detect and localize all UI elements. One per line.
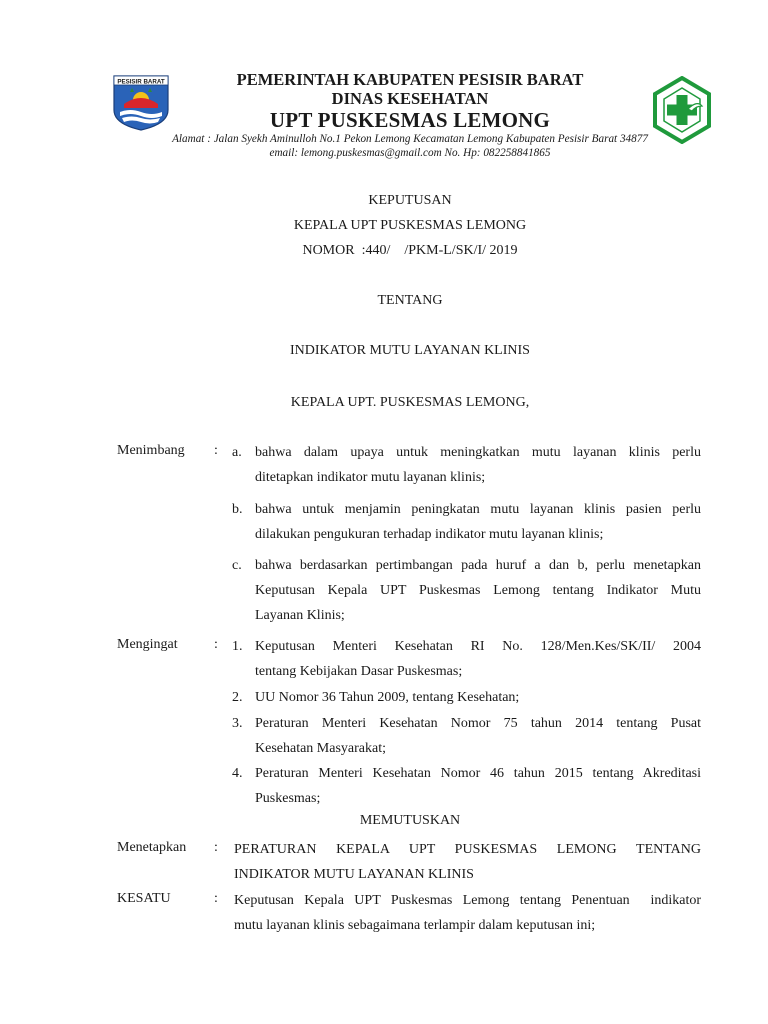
mengingat-item-4 [232,761,701,811]
kesatu-colon: : [214,891,218,906]
block-line: mutu layanan klinis sebagaimana terlampir dalam keputusan ini; [234,918,596,933]
mengingat-item-1 [232,634,701,684]
item-line: Layanan Klinis; [255,608,345,623]
menetapkan-text [234,837,701,887]
kesatu-text [234,888,701,938]
mengingat-colon: : [214,637,218,652]
letterhead-contact: email: lemong.puskesmas@gmail.com No. Hp: 082258841865 [269,147,551,159]
item-line: ditetapkan indikator mutu layanan klinis; [255,470,486,485]
list-marker: 1. [232,639,243,654]
list-marker: a. [232,445,242,460]
doc-tentang: TENTANG [377,293,443,308]
menimbang-item-b [232,497,701,547]
item-line: Keputusan Kepala UPT Puskesmas Lemong tentang Indikator Mutu [255,583,701,598]
kesatu-label: KESATU [117,891,171,906]
memutuskan-heading: MEMUTUSKAN [359,813,461,828]
item-line: bahwa berdasarkan pertimbangan pada huruf a dan b, perlu menetapkan [255,558,701,573]
list-marker: 2. [232,690,243,705]
menimbang-item-a [232,440,701,490]
block-line: Keputusan Kepala UPT Puskesmas Lemong tentang Penentuan indikator [234,893,701,908]
doc-number: NOMOR :440/ /PKM-L/SK/I/ 2019 [302,243,518,258]
list-marker: c. [232,558,242,573]
block-line: INDIKATOR MUTU LAYANAN KLINIS [234,867,474,882]
item-line: bahwa dalam upaya untuk meningkatkan mutu layanan klinis perlu [255,445,701,460]
item-line: Kesehatan Masyarakat; [255,741,386,756]
block-line: PERATURAN KEPALA UPT PUSKESMAS LEMONG TENTANG [234,842,701,857]
letterhead-institution: UPT PUSKESMAS LEMONG [269,108,551,132]
menetapkan-label: Menetapkan [117,840,187,855]
menimbang-colon: : [214,443,218,458]
item-line: tentang Kebijakan Dasar Puskesmas; [255,664,463,679]
doc-signer-heading: KEPALA UPT. PUSKESMAS LEMONG, [290,395,530,410]
item-line: dilakukan pengukuran terhadap indikator mutu layanan klinis; [255,527,604,542]
doc-issuer: KEPALA UPT PUSKESMAS LEMONG [293,218,527,233]
item-line: Puskesmas; [255,791,321,806]
menimbang-label: Menimbang [117,443,185,458]
menimbang-item-c [232,553,701,628]
list-marker: 4. [232,766,243,781]
doc-subject: INDIKATOR MUTU LAYANAN KLINIS [290,343,530,358]
menetapkan-colon: : [214,840,218,855]
emblem-label: PESISIR BARAT [117,78,165,86]
mengingat-item-3 [232,711,701,761]
letterhead-department: DINAS KESEHATAN [331,89,489,108]
doc-type: KEPUTUSAN [368,193,452,208]
letterhead-government: PEMERINTAH KABUPATEN PESISIR BARAT [236,70,584,89]
item-line: Peraturan Menteri Kesehatan Nomor 46 tahun 2015 tentang Akreditasi [255,766,701,781]
mengingat-label: Mengingat [117,637,178,652]
item-line: Keputusan Menteri Kesehatan RI No. 128/Men.Kes/SK/II/ 2004 [255,639,701,654]
item-line: Peraturan Menteri Kesehatan Nomor 75 tahun 2014 tentang Pusat [255,716,701,731]
list-marker: b. [232,502,243,517]
mengingat-item-2 [232,685,701,710]
puskesmas-logo-icon [652,76,712,144]
item-line: bahwa untuk menjamin peningkatan mutu layanan klinis pasien perlu [255,502,701,517]
item-line: UU Nomor 36 Tahun 2009, tentang Kesehatan; [255,690,520,705]
letterhead-address: Alamat : Jalan Syekh Aminulloh No.1 Pekon Lemong Kecamatan Lemong Kabupaten Pesisir Barat 34877 [172,133,648,145]
list-marker: 3. [232,716,243,731]
